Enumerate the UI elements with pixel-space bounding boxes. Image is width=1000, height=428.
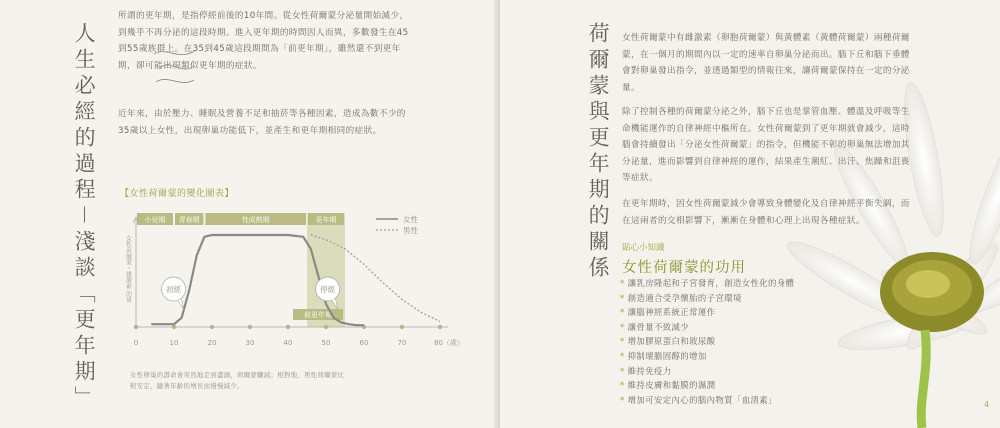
x-tick (134, 325, 138, 329)
pen-scribble-icon (150, 40, 202, 90)
hormone-chart (118, 205, 470, 360)
tip-title: 女性荷爾蒙的功用 (622, 260, 746, 276)
benefit-item: * 增加膠原蛋白和玻尿酸 (620, 334, 794, 349)
x-tick-label: 10 (169, 339, 179, 347)
x-tick (324, 325, 328, 329)
x-tick (248, 325, 252, 329)
highlight-label: 前更年期 (304, 311, 332, 319)
x-tick-label: 80（歲） (434, 339, 464, 347)
right-page (500, 0, 1000, 428)
benefit-item: * 維持免疫力 (620, 364, 794, 379)
page-number: 4 (984, 400, 990, 409)
x-tick-label: 70 (397, 339, 407, 347)
left-paragraph-2: 近年來，由於壓力、睡眠及營養不足和抽菸等各種因素，造成為數不少的35歲以上女性，出現卵巢功能低下，並產生和更年期相同的症狀。 (118, 109, 406, 136)
x-tick-label: 40 (283, 339, 293, 347)
left-page (0, 0, 498, 428)
right-paragraph-1: 女性荷爾蒙中有雌激素（卵胞荷爾蒙）與黃體素（黃體荷爾蒙）兩種荷爾蒙，在一個月的期間內以一定的速率自卵巢分泌而出。腦下丘和腦下垂體會對卵巢發出指令，並透過類型的情報往來，讓荷爾蒙保持在一定的分泌量。 (622, 33, 910, 93)
legend-label: 女性 (403, 215, 418, 224)
x-tick (400, 325, 404, 329)
x-tick-label: 60 (359, 339, 369, 347)
right-paragraph-3: 在更年期時，因女性荷爾蒙減少會導致身體變化及自律神經平衡失調，而在這兩者的交相影響下，漸漸在身體和心理上出現各種症狀。 (622, 199, 910, 226)
stage-label: 青春期 (178, 216, 200, 224)
benefit-item: * 讓乳房隆起和子宮發育，創造女性化的身體 (620, 276, 794, 291)
x-tick-label: 50 (321, 339, 331, 347)
benefit-item: * 創造適合受孕懷胎的子宮環境 (620, 291, 794, 306)
stage-label: 小兒期 (144, 216, 166, 224)
benefit-item: * 讓腦神經系統正常運作 (620, 305, 794, 320)
x-tick (438, 325, 442, 329)
x-tick-label: 30 (245, 339, 255, 347)
annotation-label: 初經 (166, 285, 182, 294)
x-tick-label: 0 (133, 339, 139, 347)
benefit-item: * 增加可安定內心的腦內物質「血清素」 (620, 393, 794, 408)
x-tick (172, 325, 176, 329)
legend-label: 男性 (403, 226, 418, 235)
benefit-item: * 讓骨量不致減少 (620, 320, 794, 335)
stage-label: 更年期 (315, 216, 337, 224)
chart-title: 【女性荷爾蒙的變化圖表】 (120, 189, 235, 199)
annotation-pointer (178, 299, 184, 309)
right-paragraph-2: 除了控制各種的荷爾蒙分泌之外，腦下丘也是掌管血壓、體溫及呼吸等生命機能運作的自律神經中樞所在。女性荷爾蒙到了更年期就會減少，這時腦會持續發出「分泌女性荷爾蒙」的指令，但機能不彰的卵巢無法增加其分泌量，進而影響到自律神經的運作，結果產生潮紅、出汗、焦躁和沮喪等症狀。 (622, 107, 910, 183)
y-axis-label: 女性荷爾蒙・雄激素 的量 (124, 235, 132, 303)
annotation-label: 停經 (320, 285, 336, 294)
left-paragraph-1: 所謂的更年期，是指停經前後的10年間。從女性荷爾蒙分泌量開始減少，到幾乎不再分泌的這段時期。進入更年期的時間因人而異，多數發生在45到55歲族群上。在35到45歲這段期間為「前更年期」，雖然還不到更年期，卻可能出現類似更年期的症狀。 (118, 11, 409, 71)
x-tick-label: 20 (207, 339, 217, 347)
chart-note: 女性卵巢的壽命會突然地走到盡頭，荷爾蒙驟減；相對地，男性荷爾蒙比較安定，隨著年齡的增長而慢慢減少。 (130, 371, 345, 390)
stage-label: 性成熟期 (241, 216, 270, 224)
benefit-item: * 抑制壞膽固醇的增加 (620, 349, 794, 364)
x-tick (210, 325, 214, 329)
tip-label: 貼心小知識 (622, 243, 665, 253)
x-tick (286, 325, 290, 329)
left-vertical-title: 人生必經的過程－淺談「更年期」 (72, 22, 97, 412)
right-vertical-title: 荷爾蒙與更年期的關係 (586, 22, 611, 282)
benefits-list (620, 276, 794, 407)
benefit-item: * 維持皮膚和黏膜的濕潤 (620, 378, 794, 393)
